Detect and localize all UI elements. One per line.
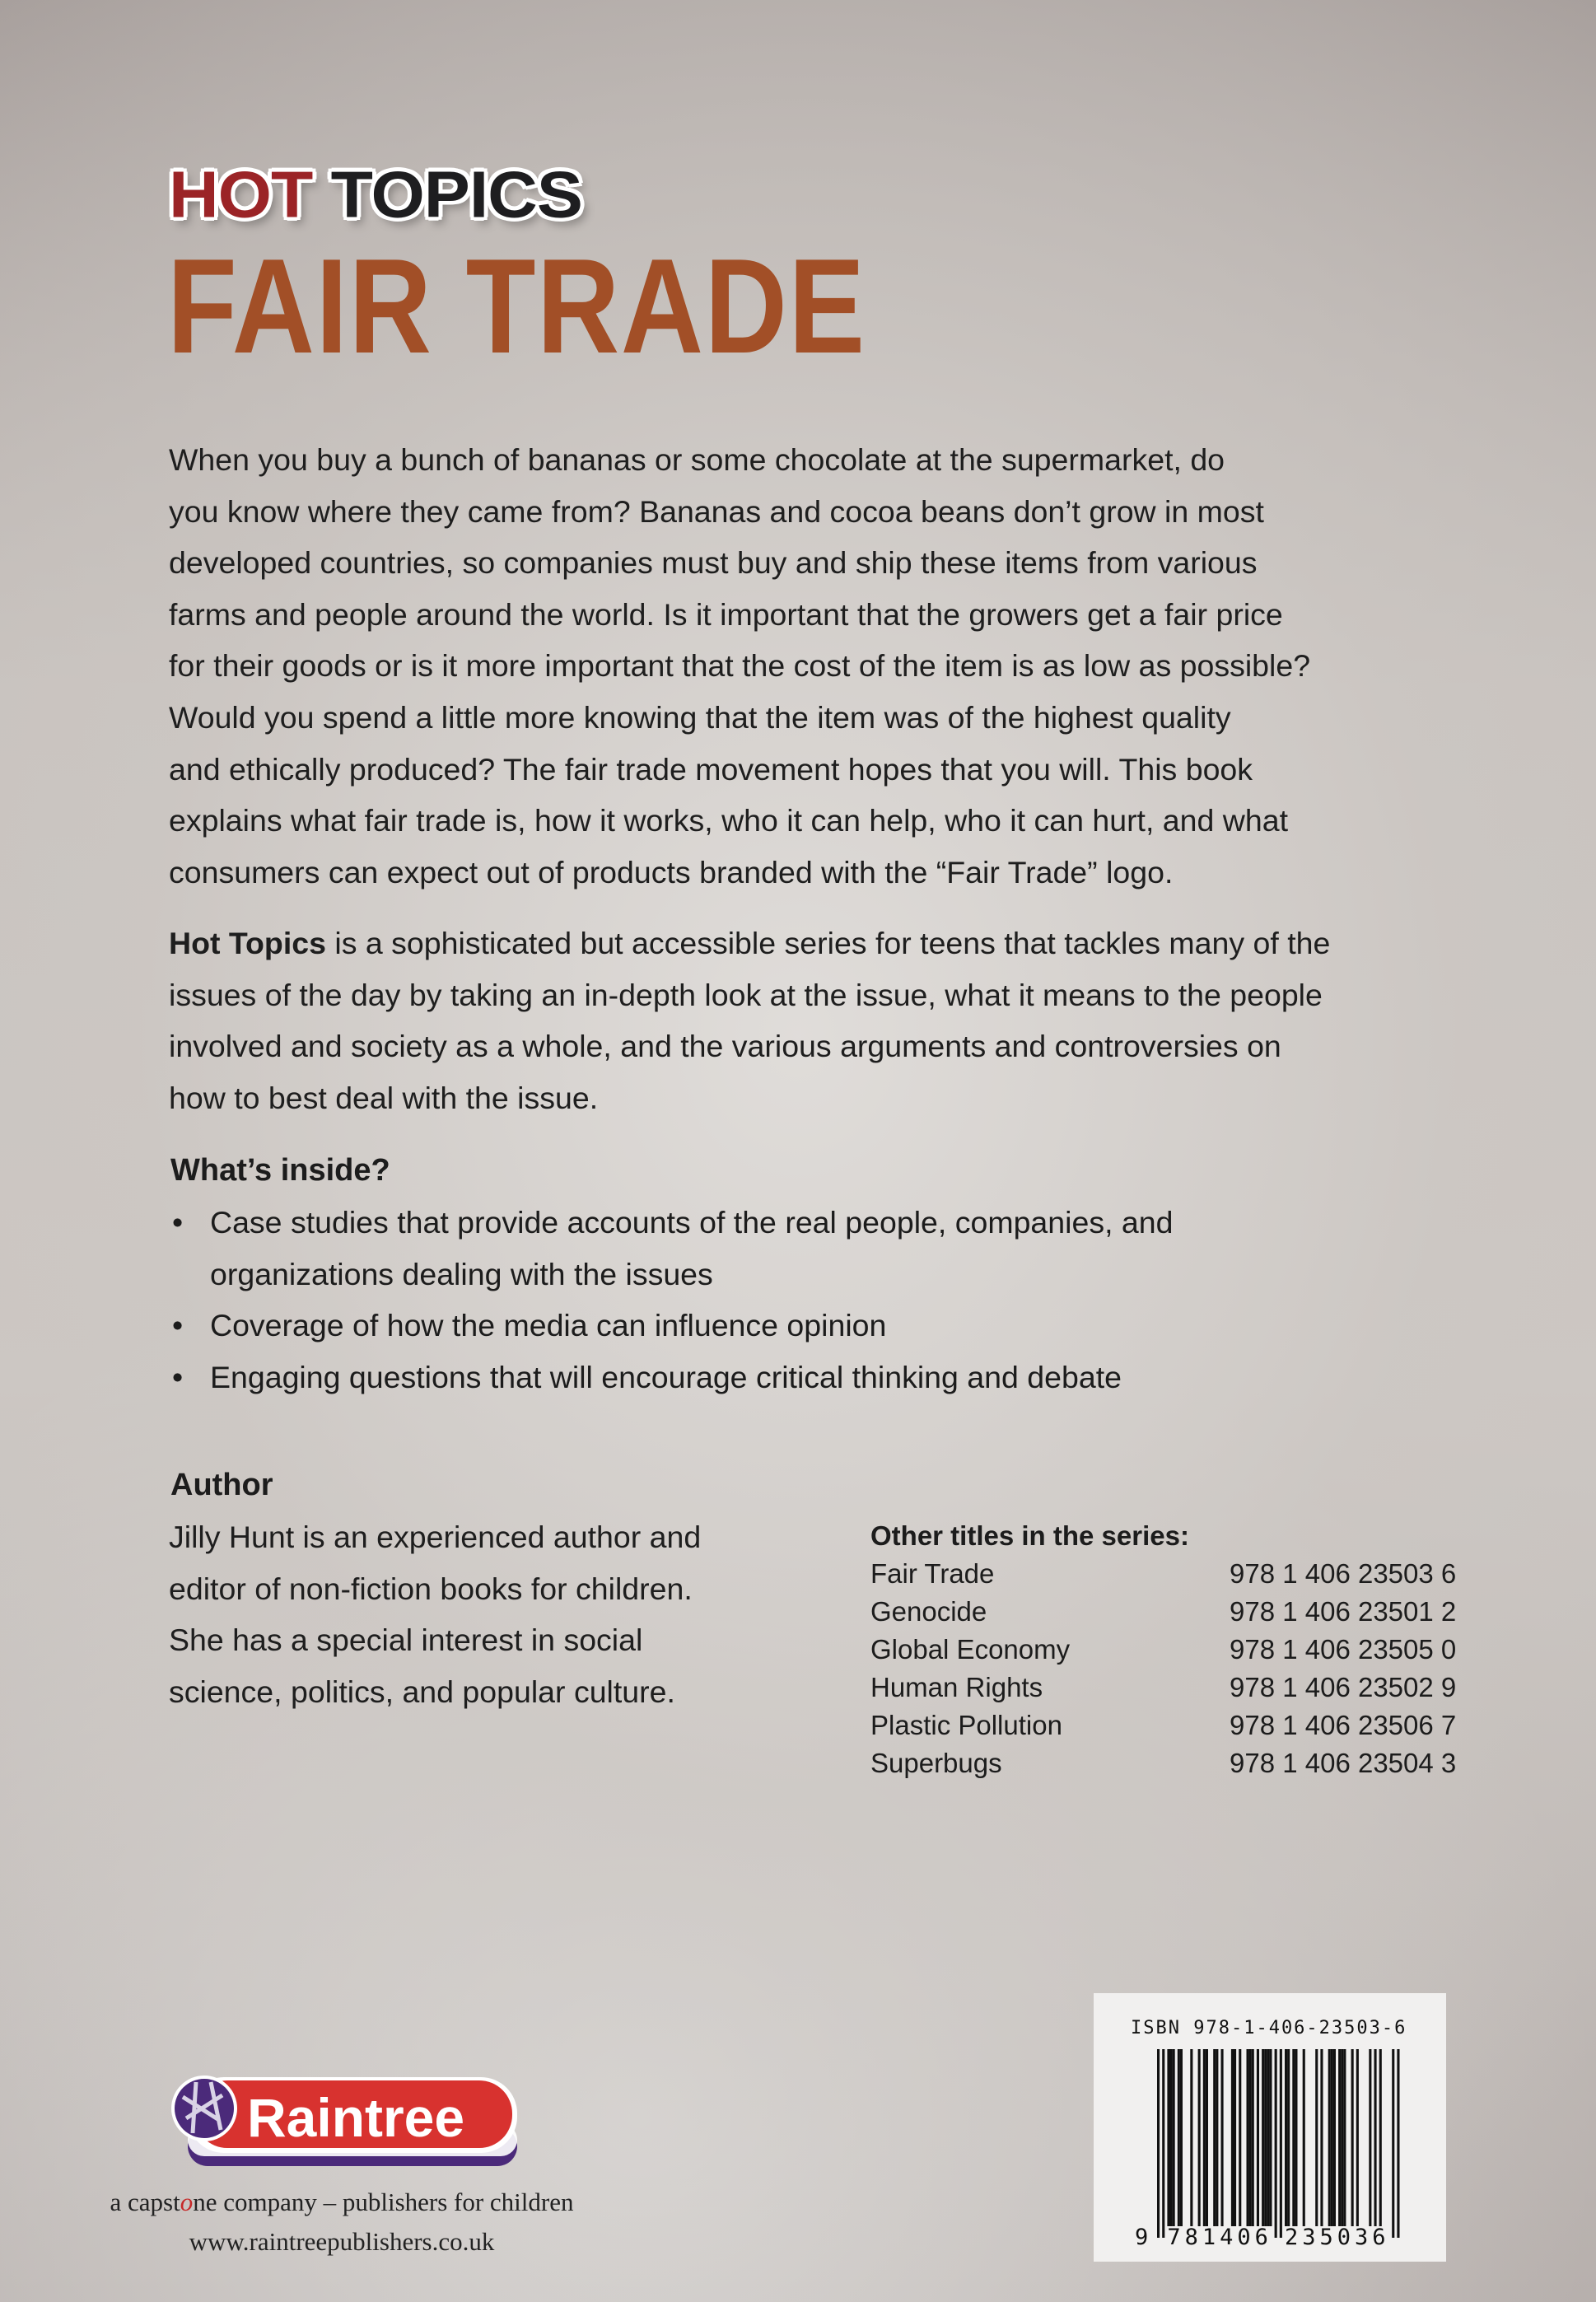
- publisher-info: [74, 2183, 609, 2262]
- intro-line: for their goods or is it more important that the cost of the item is as low as possible?: [169, 648, 1311, 684]
- other-titles: [870, 1517, 1456, 1782]
- author-bio: Jilly Hunt is an experienced author and editor of non-fiction books for children. She has a special interest in social science, politics, and popular culture.: [169, 1520, 702, 1709]
- series-title: Plastic Pollution: [870, 1710, 1062, 1740]
- barcode-bar: [1269, 2049, 1272, 2226]
- inside-item: • Engaging questions that will encourage critical thinking and debate: [169, 1352, 1173, 1403]
- barcode-bar: [1264, 2049, 1267, 2226]
- publisher-tagline: a capstone company – publishers for children: [110, 2188, 574, 2216]
- book-title: FAIR TRADE: [167, 230, 866, 381]
- barcode-bar: [1374, 2049, 1377, 2226]
- barcode-bar: [1295, 2049, 1297, 2226]
- barcode-bar: [1173, 2049, 1175, 2226]
- series-title-row: [870, 1707, 1456, 1744]
- inside-item: • Case studies that provide accounts of the real people, companies, and organizations dealing with the issues: [169, 1197, 1173, 1300]
- series-isbn: 978 1 406 23501 2: [1230, 1596, 1457, 1627]
- whats-inside-heading: What’s inside?: [170, 1153, 390, 1188]
- barcode-bar: [1356, 2049, 1359, 2226]
- barcode-bar: [1234, 2049, 1236, 2226]
- barcode-bar: [1239, 2049, 1241, 2226]
- barcode-bar: [1315, 2049, 1318, 2226]
- isbn-text: ISBN 978-1-406-23503-6: [1131, 2018, 1407, 2038]
- barcode-bar: [1249, 2049, 1252, 2226]
- bullet-icon: •: [172, 1205, 184, 1240]
- barcode-bar: [1303, 2049, 1305, 2226]
- barcode-bar: [1180, 2049, 1183, 2226]
- intro-line: When you buy a bunch of bananas or some chocolate at the supermarket, do: [169, 442, 1225, 477]
- series-title-row: [870, 1744, 1456, 1782]
- barcode-bar: [1285, 2049, 1287, 2226]
- barcode: [1094, 1993, 1446, 2262]
- barcode-bar: [1221, 2049, 1224, 2226]
- other-titles-heading: Other titles in the series:: [870, 1520, 1189, 1551]
- series-title-row: [870, 1555, 1456, 1593]
- series-isbn: 978 1 406 23505 0: [1230, 1634, 1457, 1665]
- series-isbn: 978 1 406 23502 9: [1230, 1672, 1457, 1702]
- publisher-url[interactable]: www.raintreepublishers.co.uk: [189, 2227, 495, 2256]
- barcode-bar: [1392, 2049, 1394, 2238]
- barcode-digits: 9: [1135, 2225, 1153, 2250]
- barcode-bar: [1331, 2049, 1333, 2226]
- intro-line: consumers can expect out of products branded with the “Fair Trade” logo.: [169, 854, 1174, 890]
- barcode-bar: [1320, 2049, 1323, 2226]
- series-title: Superbugs: [870, 1748, 1002, 1778]
- intro-line: farms and people around the world. Is it important that the growers get a fair price: [169, 596, 1283, 632]
- series-title-row: [870, 1631, 1456, 1669]
- barcode-bar: [1231, 2049, 1234, 2226]
- barcode-bar: [1203, 2049, 1206, 2226]
- barcode-label: [1094, 1993, 1446, 2262]
- series-isbn: 978 1 406 23503 6: [1230, 1558, 1457, 1589]
- barcode-bar: [1292, 2049, 1295, 2226]
- series-title-row: [870, 1669, 1456, 1707]
- barcode-bar: [1328, 2049, 1331, 2226]
- bullet-icon: •: [172, 1308, 184, 1343]
- barcode-bar: [1379, 2049, 1382, 2226]
- barcode-bar: [1247, 2049, 1249, 2226]
- intro-line: you know where they came from? Bananas and cocoa beans don’t grow in most: [169, 493, 1264, 529]
- barcode-bar: [1343, 2049, 1346, 2226]
- barcode-bar: [1333, 2049, 1336, 2226]
- barcode-bar: [1341, 2049, 1343, 2226]
- barcode-bar: [1275, 2049, 1277, 2238]
- barcode-bar: [1351, 2049, 1354, 2226]
- series-title-row: [870, 1593, 1456, 1631]
- series-title: Fair Trade: [870, 1558, 995, 1589]
- series-title: Genocide: [870, 1596, 987, 1627]
- intro-line: Would you spend a little more knowing that the item was of the highest quality: [169, 699, 1231, 735]
- raintree-logo: [171, 2072, 517, 2169]
- barcode-bar: [1280, 2049, 1282, 2238]
- barcode-digits: 235036: [1285, 2225, 1390, 2250]
- barcode-bar: [1397, 2049, 1399, 2238]
- intro-line: and ethically produced? The fair trade movement hopes that you will. This book: [169, 751, 1253, 787]
- barcode-bar: [1162, 2049, 1164, 2238]
- series-paragraph: Hot Topics is a sophisticated but accessible series for teens that tackles many of the issues of the day by taking an in-depth look at the issue, what it means to the people involved and society as a whole, and the various arguments and controversies on how to best deal with the issue.: [169, 926, 1331, 1115]
- barcode-bar: [1206, 2049, 1208, 2226]
- series-title: Global Economy: [870, 1634, 1071, 1665]
- barcode-bar: [1267, 2049, 1269, 2226]
- barcode-bar: [1262, 2049, 1264, 2226]
- barcode-bar: [1213, 2049, 1216, 2226]
- svg-text:Raintree: Raintree: [247, 2087, 465, 2148]
- bullet-icon: •: [172, 1359, 184, 1394]
- barcode-bar: [1198, 2049, 1201, 2226]
- barcode-bar: [1369, 2049, 1371, 2226]
- intro-paragraph: [169, 434, 1310, 898]
- series-isbn: 978 1 406 23506 7: [1230, 1710, 1457, 1740]
- inside-list: [169, 1197, 1173, 1403]
- barcode-bar: [1170, 2049, 1173, 2226]
- author-heading: Author: [170, 1468, 273, 1502]
- barcode-digits: 781406: [1167, 2225, 1272, 2250]
- inside-item: • Coverage of how the media can influence opinion: [169, 1300, 1173, 1352]
- barcode-bar: [1178, 2049, 1180, 2226]
- series-title: Human Rights: [870, 1672, 1043, 1702]
- intro-line: explains what fair trade is, how it works, who it can help, who it can hurt, and what: [169, 803, 1289, 838]
- barcode-bar: [1252, 2049, 1254, 2226]
- barcode-bar: [1157, 2049, 1160, 2238]
- series-isbn: 978 1 406 23504 3: [1230, 1748, 1457, 1778]
- intro-line: developed countries, so companies must buy and ship these items from various: [169, 545, 1258, 581]
- barcode-bar: [1287, 2049, 1290, 2226]
- barcode-bar: [1338, 2049, 1341, 2226]
- barcode-bar: [1190, 2049, 1192, 2226]
- barcode-bar: [1216, 2049, 1218, 2226]
- barcode-bar: [1257, 2049, 1259, 2226]
- barcode-bar: [1167, 2049, 1169, 2226]
- series-logo: HOT TOPICS: [169, 157, 582, 231]
